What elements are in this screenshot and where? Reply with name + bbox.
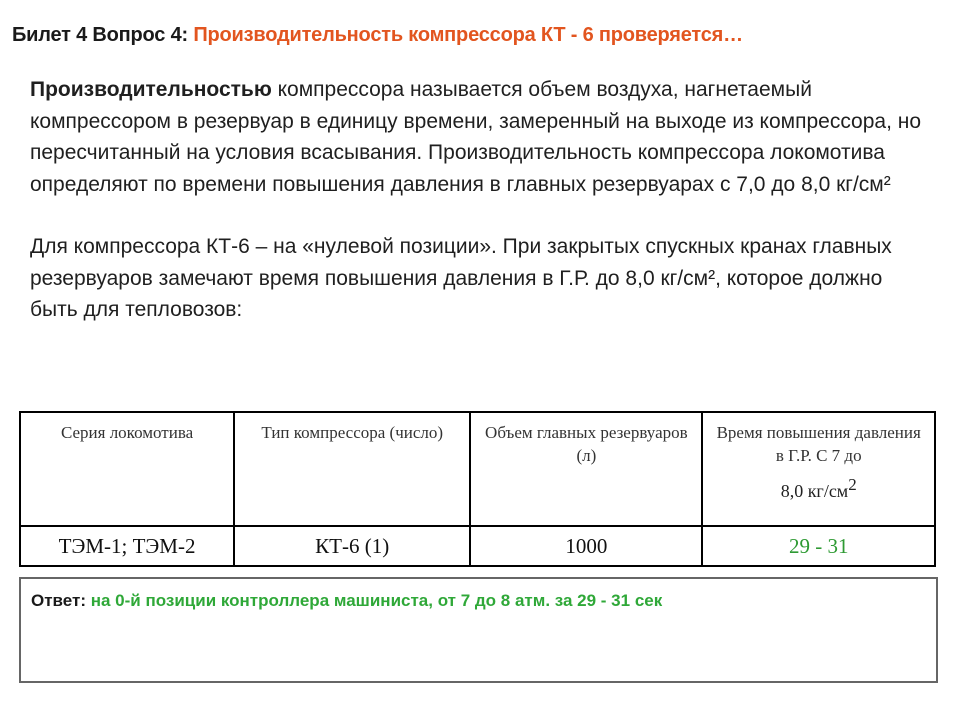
header-time-last: 8,0 кг/см [780, 481, 849, 501]
question-text: Производительность компрессора КТ - 6 проверяется… [193, 24, 743, 46]
header-series: Серия локомотива [20, 412, 234, 526]
ticket-prefix: Билет 4 Вопрос 4: [12, 24, 194, 46]
answer-box [19, 577, 938, 683]
header-time-sup: 2 [848, 475, 857, 494]
answer-label: Ответ: [31, 591, 86, 610]
header-compressor: Тип компрессора (число) [234, 412, 470, 526]
header-volume: Объем главных резервуаров (л) [470, 412, 702, 526]
cell-time: 29 - 31 [702, 526, 935, 566]
header-time [702, 412, 935, 526]
definition-body: компрессора называется объем воздуха, нагнетаемый компрессором в резервуар в единицу времени, замеренный на выходе из компрессора, но пересчитанный на условия всасывания. Производительность компрессора локомотива определяют по времени повышения давления в главных резервуарах с 7,0 до 8,0 кг/см² [30, 78, 922, 196]
definition-term: Производительностью [30, 78, 272, 101]
table-header-row [20, 412, 935, 526]
ticket-title [12, 24, 952, 47]
paragraph-kt6: Для компрессора КТ-6 – на «нулевой позиции». При закрытых спускных кранах главных резервуаров замечают время повышения давления в Г.Р. до 8,0 кг/см², которое должно быть для тепловозов: [30, 235, 892, 321]
header-time-unit [781, 473, 857, 503]
spec-table [19, 411, 936, 567]
cell-volume: 1000 [470, 526, 702, 566]
paragraph-definition [30, 74, 935, 200]
cell-series: ТЭМ-1; ТЭМ-2 [20, 526, 234, 566]
answer-text: на 0-й позиции контроллера машиниста, от 7 до 8 атм. за 29 - 31 сек [90, 591, 663, 610]
explanation-text [30, 74, 935, 326]
cell-compressor: КТ-6 (1) [234, 526, 470, 566]
table-row [20, 526, 935, 566]
header-time-main: Время повышения давления в Г.Р. С 7 до [716, 423, 921, 465]
